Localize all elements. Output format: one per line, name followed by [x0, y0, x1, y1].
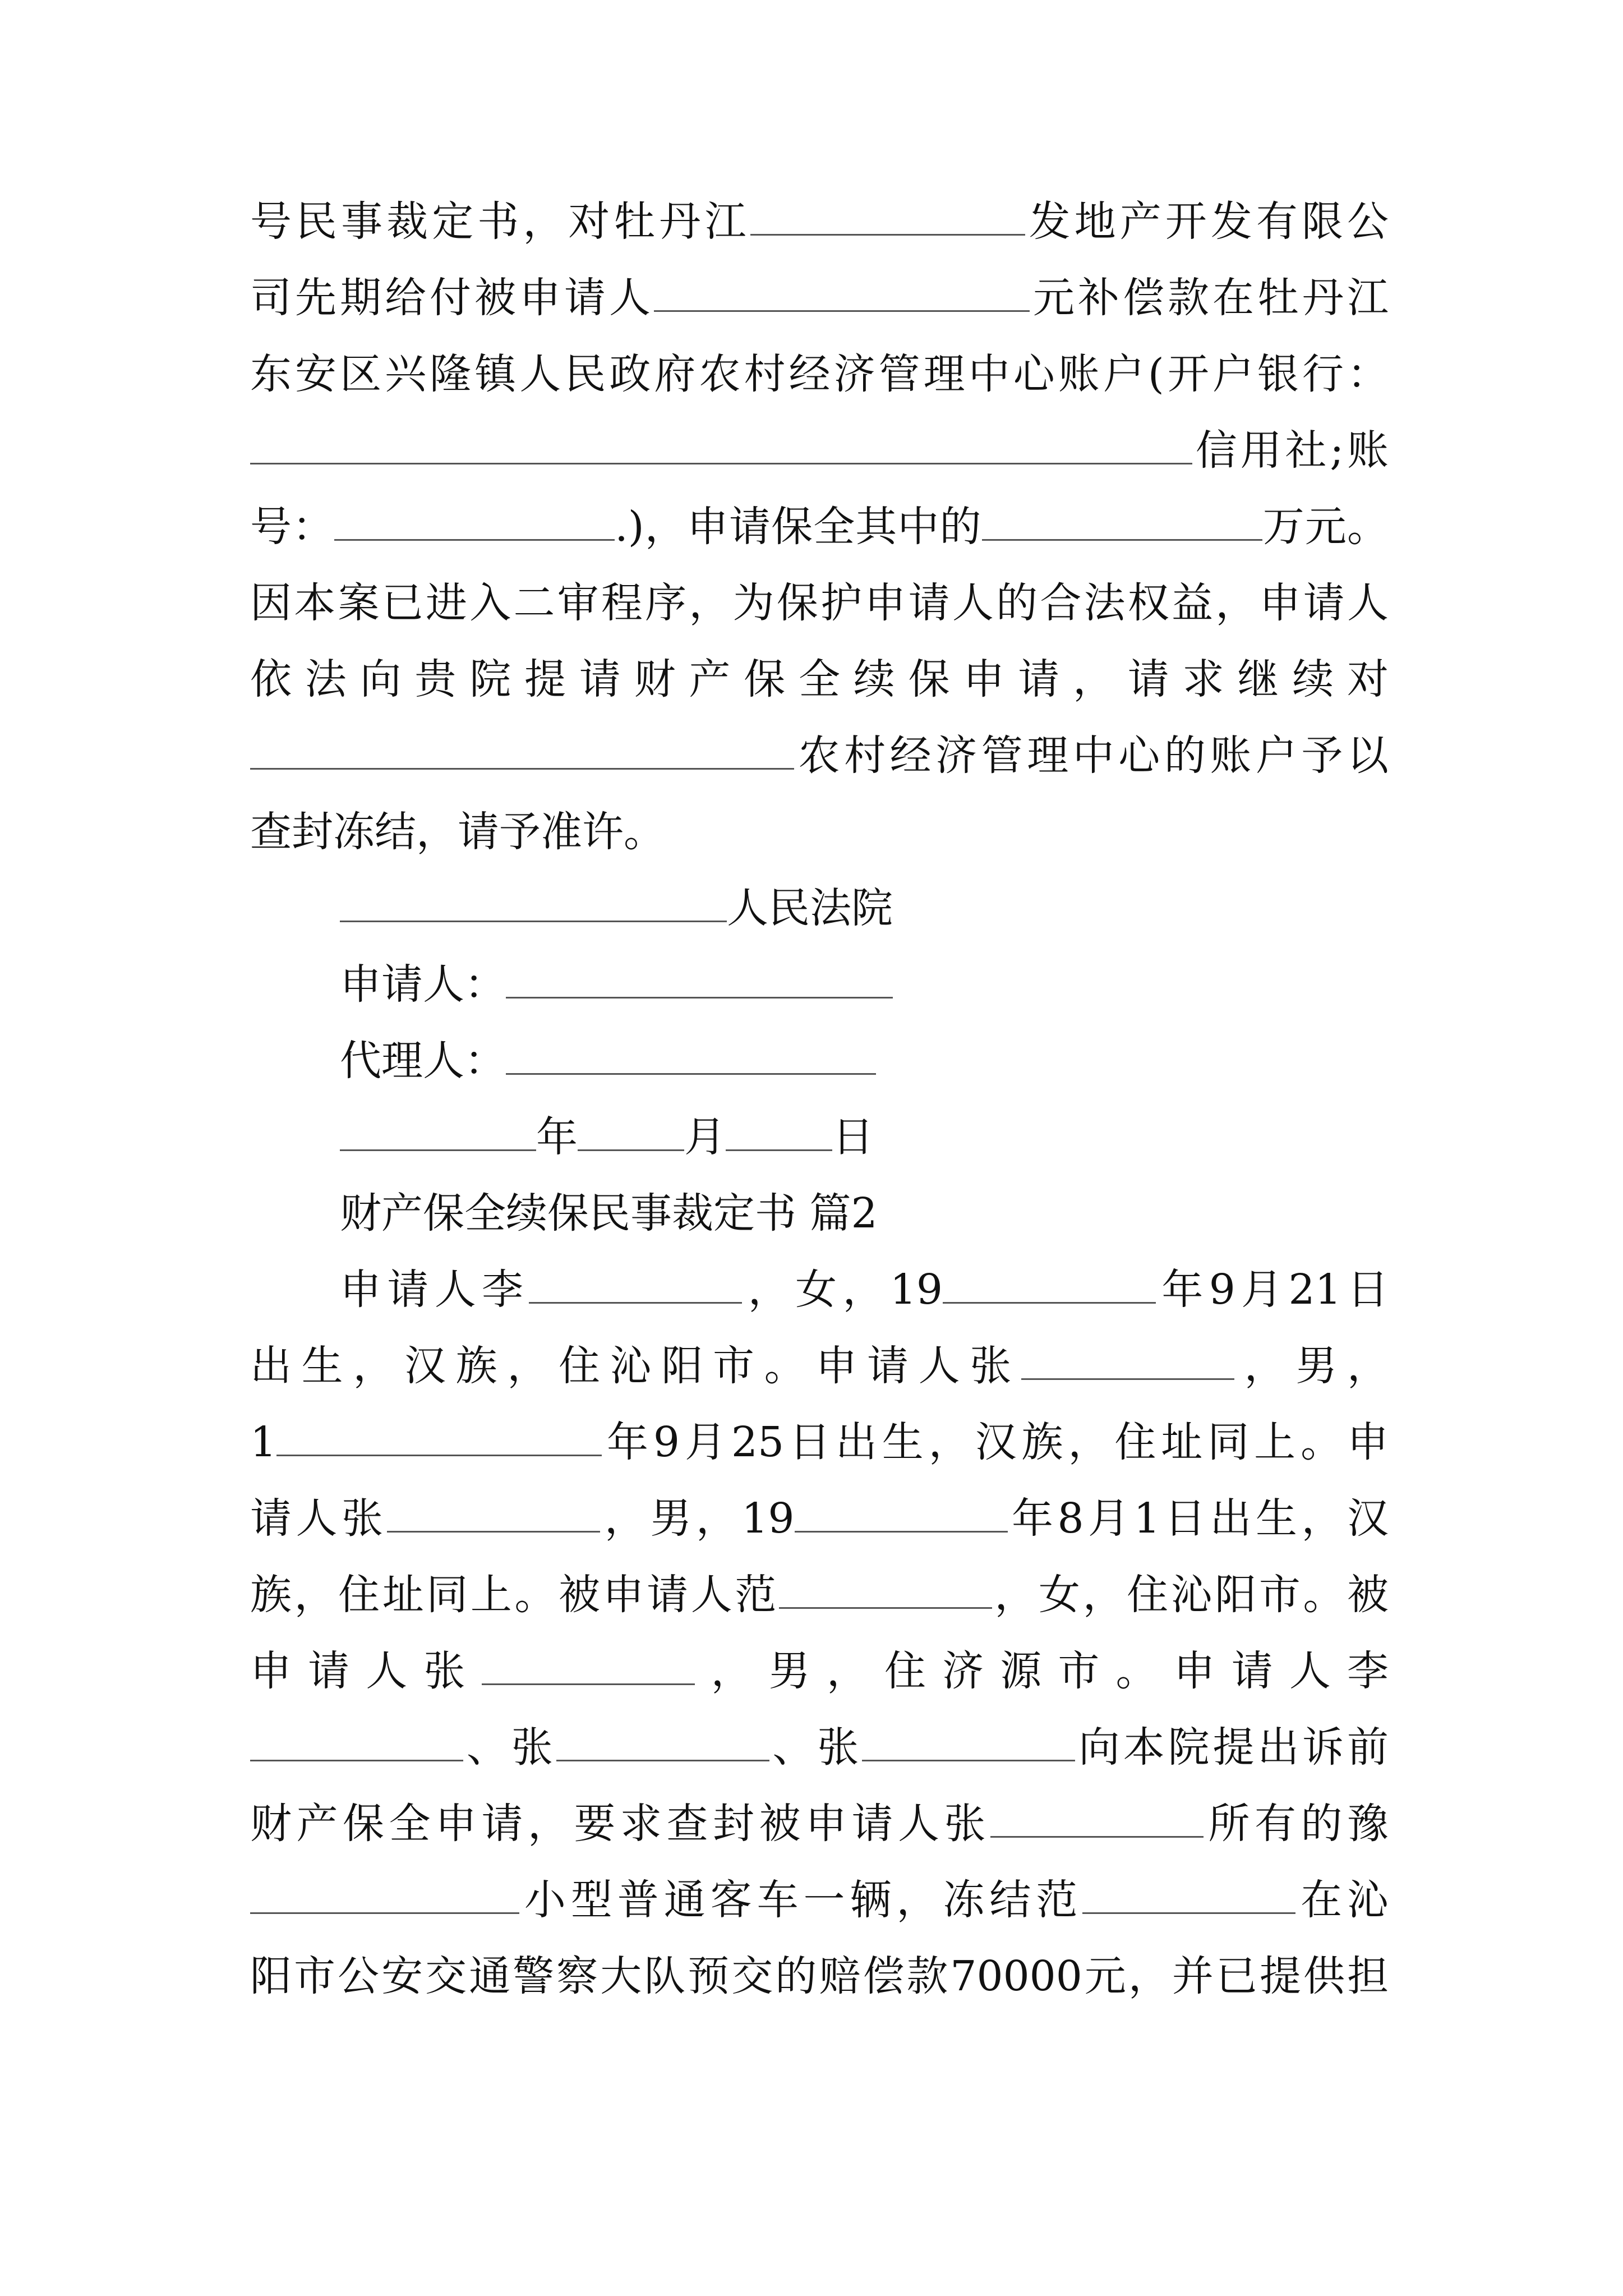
text-segment: 信用社;账 [1192, 426, 1389, 475]
text-segment: ，女，19 [742, 1266, 943, 1314]
blank-fill-line [943, 1263, 1156, 1304]
text-segment: 代理人： [340, 1037, 506, 1085]
blank-fill-line [340, 881, 727, 922]
text-line [250, 496, 1389, 558]
text-line [250, 1717, 1389, 1778]
text-segment: 万元。 [1262, 503, 1389, 551]
text-segment: 东安区兴隆镇人民政府农村经济管理中心账户(开户银行： [250, 350, 1389, 398]
text-segment: 号： [250, 503, 335, 551]
text-segment: 财产保全申请，要求查封被申请人张 [250, 1800, 990, 1848]
text-segment: ，男， [1234, 1342, 1389, 1390]
text-segment: 向本院提出诉前 [1075, 1723, 1389, 1772]
blank-fill-line [276, 1415, 602, 1456]
blank-fill-line [250, 1720, 463, 1761]
text-segment: 农村经济管理中心的账户予以 [794, 731, 1389, 780]
text-segment: 号民事裁定书，对牡丹江 [250, 197, 750, 246]
text-segment: 年8月1日出生，汉 [1007, 1494, 1389, 1543]
text-segment: 小型普通客车一辆，冻结范 [519, 1876, 1083, 1924]
blank-fill-line [654, 271, 1030, 312]
text-line [250, 1945, 1389, 2007]
blank-fill-line [1082, 1873, 1295, 1914]
text-line [250, 191, 1389, 252]
text-line [250, 267, 1389, 329]
text-line [250, 648, 1389, 710]
text-line [250, 1793, 1389, 1855]
text-segment: 族，住址同上。被申请人范 [250, 1571, 779, 1619]
text-segment: ，男，19 [600, 1494, 795, 1543]
text-line [250, 572, 1389, 634]
text-segment: 申请人张 [250, 1647, 482, 1695]
text-line [340, 1259, 1389, 1320]
blank-fill-line [795, 1492, 1008, 1533]
text-segment: 查封冻结，请予准许。 [250, 808, 665, 856]
text-segment: 月 [684, 1113, 726, 1161]
blank-fill-line [506, 1034, 876, 1075]
text-segment: 请人张 [250, 1494, 388, 1543]
text-segment: 元补偿款在牡丹江 [1030, 274, 1389, 322]
text-segment: 年9月21日 [1156, 1266, 1389, 1314]
blank-fill-line [250, 1873, 519, 1914]
text-line [250, 1869, 1389, 1931]
blank-fill-line [250, 729, 794, 770]
text-segment: 人民法院 [727, 884, 893, 932]
text-line [250, 1488, 1389, 1549]
blank-fill-line [340, 1110, 536, 1151]
text-segment: 发地产开发有限公 [1025, 197, 1389, 246]
text-line [250, 1335, 1389, 1397]
text-segment: 日 [832, 1113, 874, 1161]
text-segment: ，男，住济源市。申请人李 [694, 1647, 1389, 1695]
blank-fill-line [750, 195, 1025, 236]
text-line [340, 954, 1389, 1015]
blank-fill-line [387, 1492, 600, 1533]
blank-fill-line [990, 1797, 1204, 1838]
text-line [250, 725, 1389, 786]
blank-fill-line [779, 1568, 992, 1609]
blank-fill-line [506, 958, 893, 999]
text-line [250, 1411, 1389, 1473]
blank-fill-line [250, 424, 1192, 464]
text-line [340, 877, 1389, 939]
text-segment: ，女，住沁阳市。被 [992, 1571, 1389, 1619]
text-segment: 、张 [769, 1723, 863, 1772]
text-segment: 所有的豫 [1204, 1800, 1389, 1848]
text-segment: 申请人李 [340, 1266, 529, 1314]
blank-fill-line [726, 1110, 832, 1151]
blank-fill-line [1021, 1339, 1234, 1380]
text-segment: 阳市公安交通警察大队预交的赔偿款70000元，并已提供担 [250, 1952, 1389, 2000]
text-segment: 财产保全续保民事裁定书 篇2 [340, 1189, 878, 1237]
text-line [340, 1106, 1389, 1168]
blank-fill-line [982, 500, 1262, 541]
blank-fill-line [556, 1720, 769, 1761]
text-segment: 因本案已进入二审程序，为保护申请人的合法权益，申请人 [250, 579, 1389, 627]
text-segment: 1 [250, 1418, 277, 1466]
text-segment: 在沁 [1295, 1876, 1389, 1924]
blank-fill-line [334, 500, 615, 541]
text-segment: 、张 [463, 1723, 556, 1772]
text-segment: 申请人： [340, 960, 506, 1009]
text-line [250, 1564, 1389, 1626]
text-line [250, 343, 1389, 405]
blank-fill-line [578, 1110, 684, 1151]
text-line [250, 1640, 1389, 1702]
text-segment: 依法向贵院提请财产保全续保申请，请求继续对 [250, 655, 1389, 703]
text-segment: 年9月25日出生，汉族，住址同上。申 [602, 1418, 1389, 1466]
text-segment: 年 [536, 1113, 578, 1161]
text-line [340, 1030, 1389, 1092]
text-line [340, 1182, 1389, 1244]
blank-fill-line [529, 1263, 742, 1304]
text-segment: 司先期给付被申请人 [250, 274, 654, 322]
text-line [250, 420, 1389, 481]
text-line [250, 801, 1389, 863]
text-segment: .)，申请保全其中的 [615, 503, 982, 551]
blank-fill-line [482, 1644, 695, 1685]
blank-fill-line [862, 1720, 1075, 1761]
text-segment: 出生，汉族，住沁阳市。申请人张 [250, 1342, 1021, 1390]
